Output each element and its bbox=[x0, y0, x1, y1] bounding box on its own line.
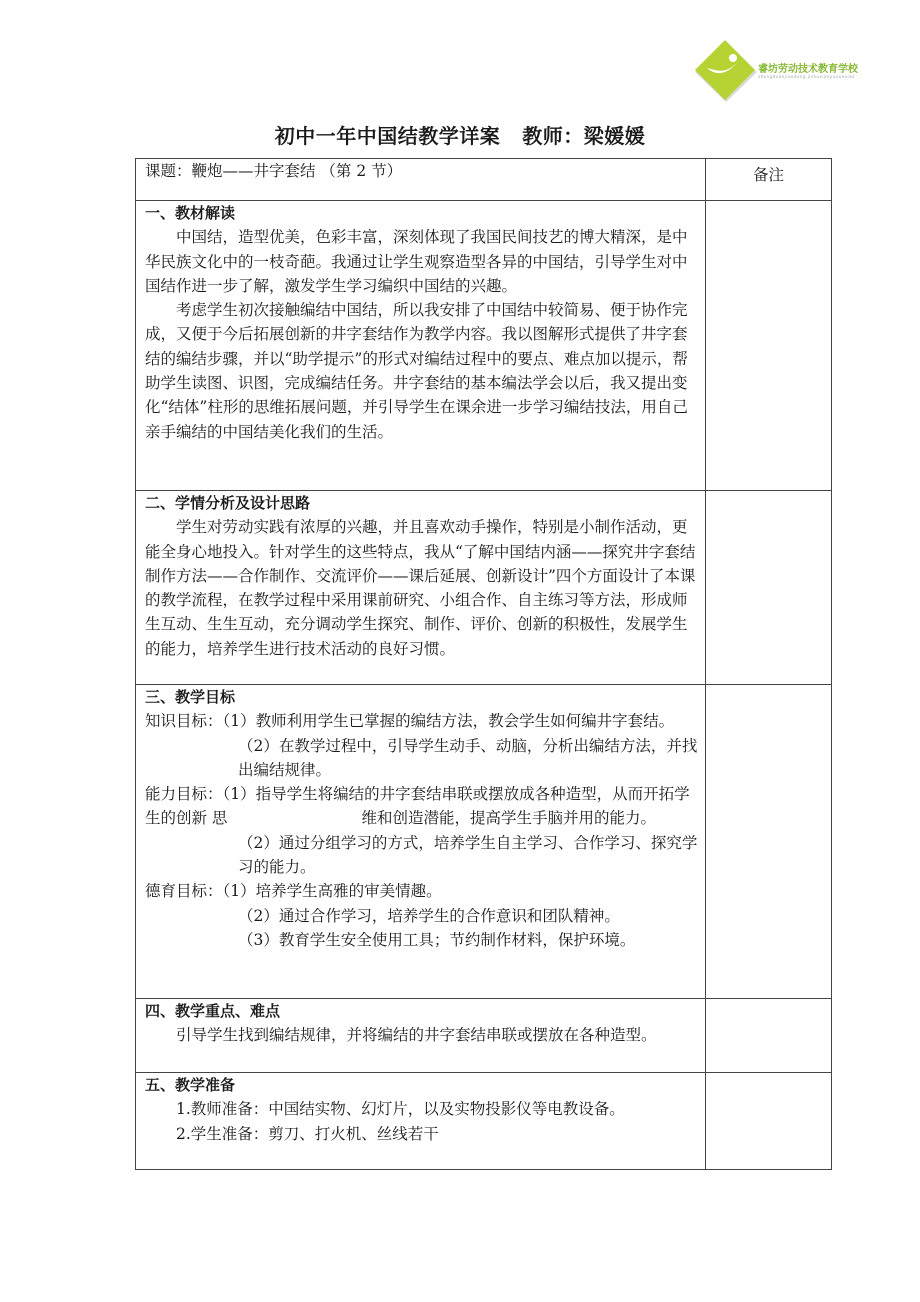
logo-school-name: 睿坊劳动技术教育学校 bbox=[758, 64, 858, 75]
page-title bbox=[0, 120, 920, 149]
section-paragraph: 引导学生找到编结规律，并将编结的井字套结串联或摆放在各种造型。 bbox=[176, 1026, 657, 1045]
preparation-teacher: 1.教师准备：中国结实物、幻灯片，以及实物投影仪等电教设备。 bbox=[176, 1100, 625, 1119]
objective-knowledge-2: （2）在教学过程中，引导学生动手、动脑，分析出编结方法，并找出编结规律。 bbox=[238, 736, 698, 779]
objective-ability-2: （2）通过分组学习的方式，培养学生自主学习、合作学习、探究学习的能力。 bbox=[238, 833, 698, 877]
section-preparation-row bbox=[136, 1073, 832, 1170]
section-title: 一、教材解读 bbox=[145, 204, 236, 222]
section-keypoints bbox=[136, 999, 706, 1073]
title-main: 初中一年中国结教学详案 bbox=[274, 124, 501, 148]
section-title: 二、学情分析及设计思路 bbox=[145, 494, 311, 512]
section-analysis bbox=[136, 491, 706, 685]
logo-dot-icon bbox=[729, 54, 737, 62]
section-objectives bbox=[136, 685, 706, 999]
section-preparation bbox=[136, 1073, 706, 1170]
section-textbook bbox=[136, 201, 706, 491]
lesson-topic: 课题：鞭炮——井字套结 （第 2 节） bbox=[136, 159, 706, 201]
notes-cell bbox=[706, 999, 832, 1073]
logo-diamond bbox=[695, 40, 755, 100]
objective-ability-1-part2: 维和创造潜能，提高学生手脑并用的能力。 bbox=[361, 809, 656, 828]
objective-knowledge-1: 知识目标：（1）教师利用学生已掌握的编结方法，教会学生如何编井字套结。 bbox=[145, 712, 675, 731]
objective-ability-1 bbox=[145, 782, 700, 831]
section-paragraph: 考虑学生初次接触编结中国结，所以我安排了中国结中较简易、便于协作完成，又便于今后拓展创新的井字套结作为教学内容。我以图解形式提供了井字套结的编结步骤，并以“助学提示”的形式对编结过程中的要点、难点加以提示，帮助学生读图、识图，完成编结任务。井字套结的基本编法学会以后，我又提出变化“结体”柱形的思维拓展问题，并引导学生在课余进一步学习编结技法，用自己亲手编结的中国结美化我们的生活。 bbox=[145, 301, 688, 441]
section-title: 五、教学准备 bbox=[145, 1076, 236, 1094]
notes-cell bbox=[706, 491, 832, 685]
notes-column-header: 备注 bbox=[706, 159, 832, 201]
section-paragraph: 中国结，造型优美，色彩丰富，深刻体现了我国民间技艺的博大精深，是中华民族文化中的一枝奇葩。我通过让学生观察造型各异的中国结，引导学生对中国结作进一步了解，激发学生学习编织中国结的兴趣。 bbox=[145, 228, 688, 295]
section-title: 四、教学重点、难点 bbox=[145, 1002, 281, 1020]
table-header-row bbox=[136, 159, 832, 201]
notes-cell bbox=[706, 685, 832, 999]
notes-cell bbox=[706, 201, 832, 491]
lesson-plan-table bbox=[135, 158, 832, 1170]
section-title: 三、教学目标 bbox=[145, 688, 236, 706]
objective-moral-1: 德育目标：（1）培养学生高雅的审美情趣。 bbox=[145, 882, 442, 901]
section-analysis-row bbox=[136, 491, 832, 685]
title-teacher: 教师：梁媛媛 bbox=[522, 124, 646, 148]
section-paragraph: 学生对劳动实践有浓厚的兴趣，并且喜欢动手操作，特别是小制作活动，更能全身心地投入。针对学生的这些特点，我从“了解中国结内涵——探究井字套结制作方法——合作制作、交流评价——课后延展、创新设计”四个方面设计了本课的教学流程，在教学过程中采用课前研究、小组合作、自主练习等方法，形成师生互动、生生互动，充分调动学生探究、制作、评价、创新的积极性，发展学生的能力，培养学生进行技术活动的良好习惯。 bbox=[145, 518, 696, 658]
section-objectives-row bbox=[136, 685, 832, 999]
logo-sub-text: zhongduanjiaodong jishuxiaoyuxuexiao bbox=[758, 74, 855, 79]
objective-moral-2: （2）通过合作学习，培养学生的合作意识和团队精神。 bbox=[238, 906, 620, 925]
objective-ability-1-part1: 能力目标：（1）指导学生将编结的井字套结串联或摆放成各种造型，从而开拓学生的创新 思 bbox=[145, 785, 690, 828]
notes-cell bbox=[706, 1073, 832, 1170]
section-textbook-row bbox=[136, 201, 832, 491]
section-keypoints-row bbox=[136, 999, 832, 1073]
preparation-student: 2.学生准备：剪刀、打火机、丝线若干 bbox=[176, 1124, 439, 1143]
objective-moral-3: （3）教育学生安全使用工具；节约制作材料，保护环境。 bbox=[238, 930, 636, 949]
